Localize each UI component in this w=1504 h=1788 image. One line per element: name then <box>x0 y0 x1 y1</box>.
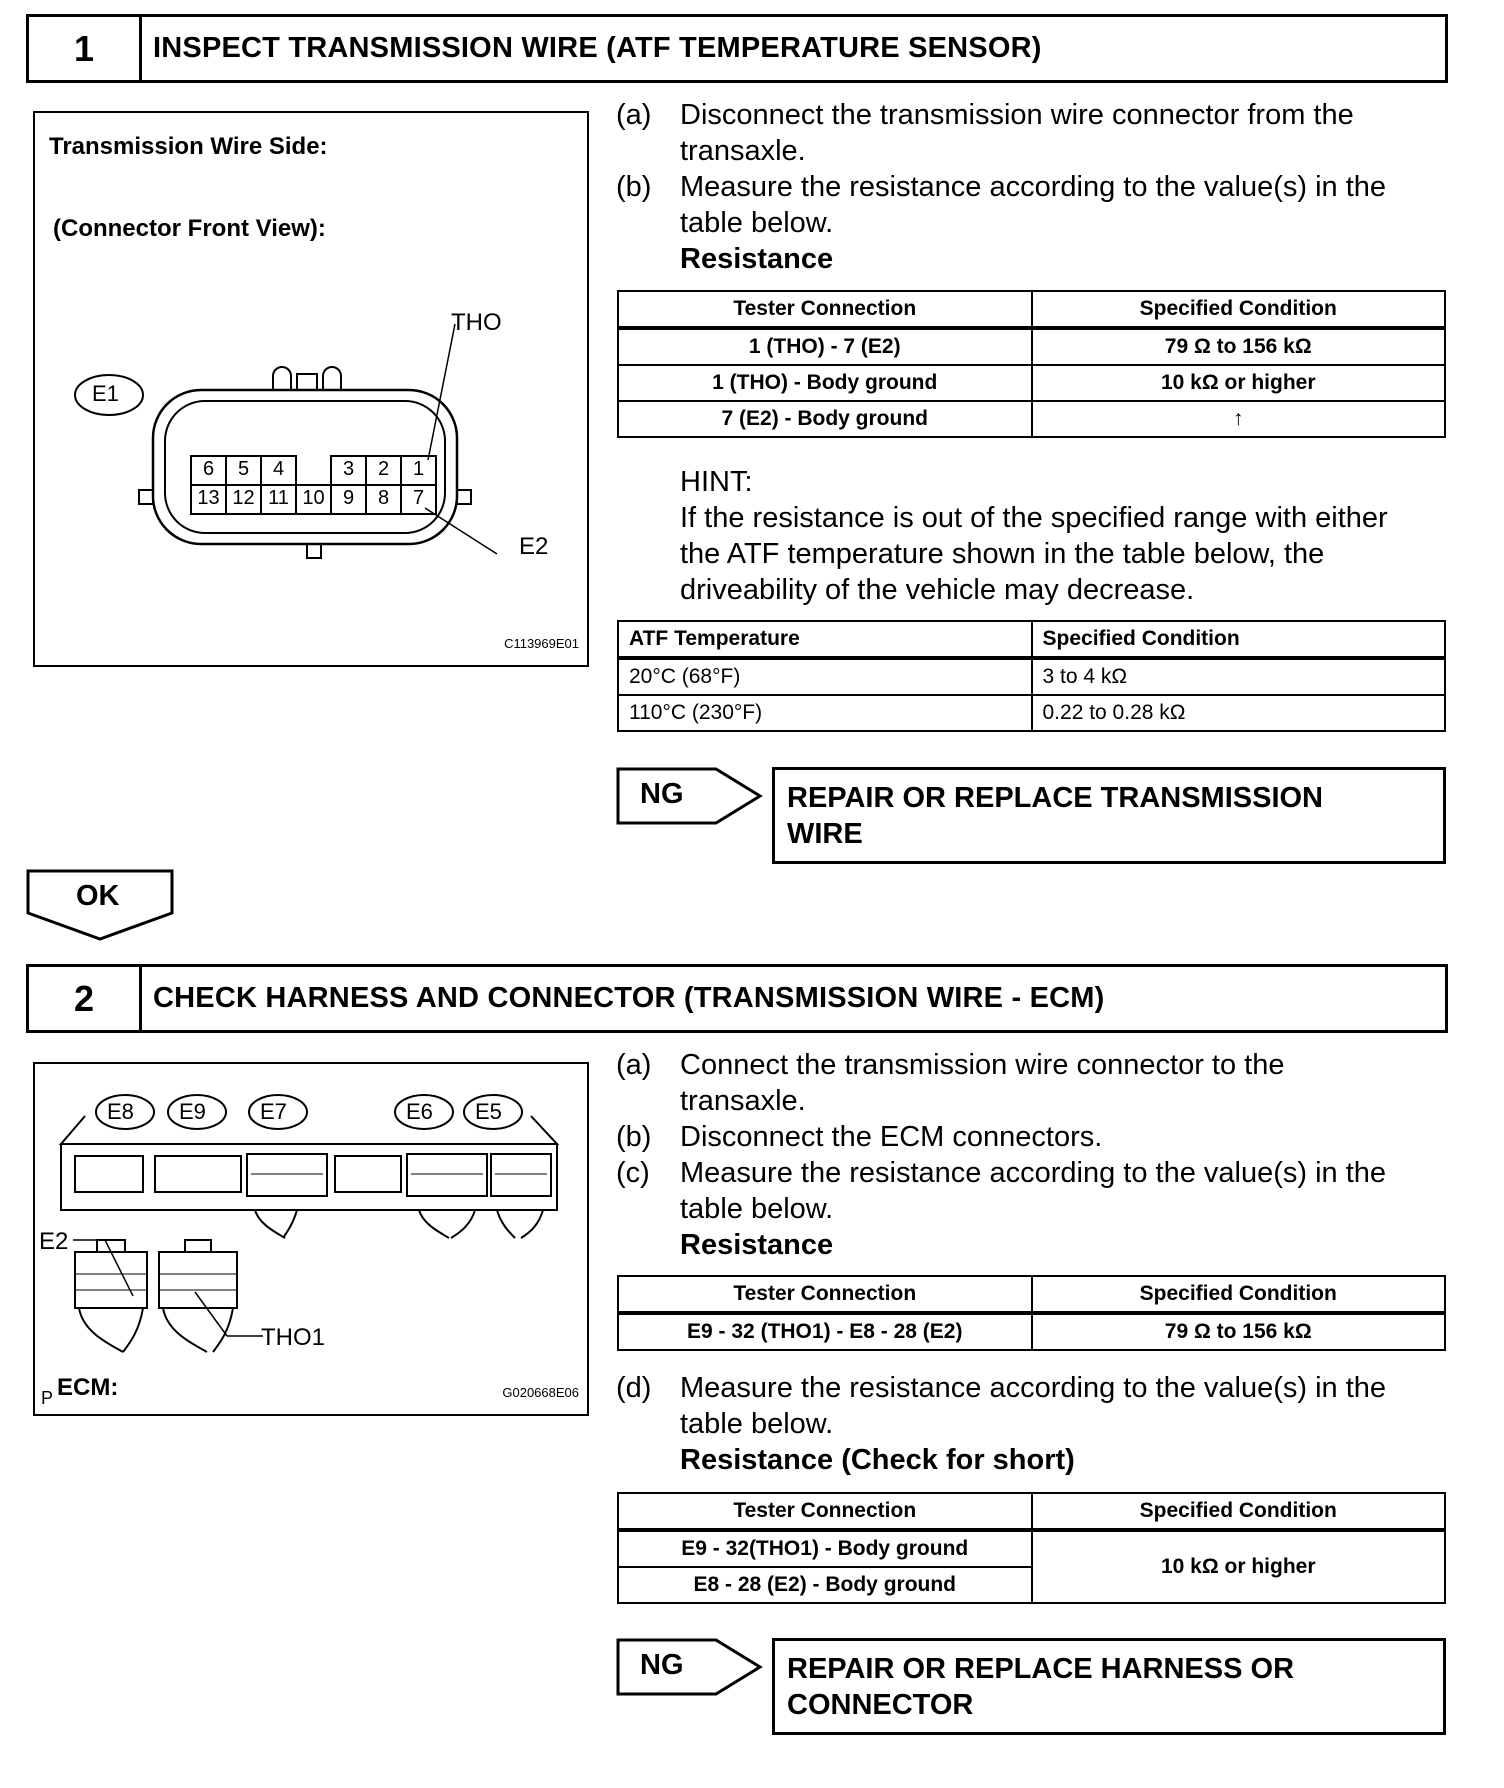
header-specified-condition: Specified Condition <box>1032 1493 1446 1530</box>
step-text: Disconnect the transmission wire connector from the <box>680 99 1354 131</box>
header-specified-condition: Specified Condition <box>1032 291 1446 328</box>
figure-label-front-view: (Connector Front View): <box>53 215 326 242</box>
pin-9: 9 <box>342 487 355 509</box>
pin-12: 12 <box>232 487 255 509</box>
table-header <box>618 1276 1445 1313</box>
figure-code: C113969E01 <box>504 636 579 651</box>
table-header <box>618 1493 1445 1530</box>
ok-label: OK <box>76 880 120 912</box>
connector-e8-label: E8 <box>107 1099 134 1124</box>
pin-1: 1 <box>412 458 425 480</box>
table-row <box>618 328 1445 365</box>
figure-code: G020668E06 <box>502 1385 579 1400</box>
resistance-label: Resistance <box>680 1229 834 1261</box>
step-text: Disconnect the ECM connectors. <box>680 1121 1103 1153</box>
repair-text: REPAIR OR REPLACE TRANSMISSION <box>787 782 1324 814</box>
table-cell: 10 kΩ or higher <box>1032 365 1446 401</box>
table-row <box>618 695 1445 731</box>
step-label: (b) <box>616 1121 652 1153</box>
step-text: transaxle. <box>680 1085 806 1117</box>
pin-13: 13 <box>197 487 220 509</box>
hint-text: the ATF temperature shown in the table below, the <box>680 538 1325 570</box>
repair-harness-connector-box <box>772 1638 1446 1735</box>
step2-instructions <box>616 1047 1446 1263</box>
step2-d-block <box>616 1370 1446 1478</box>
step-text: Measure the resistance according to the value(s) in the <box>680 1157 1387 1189</box>
ng-arrow-icon <box>616 1638 764 1696</box>
pin-5: 5 <box>237 458 250 480</box>
step-text: table below. <box>680 1408 834 1440</box>
connector-e9-label: E9 <box>179 1099 206 1124</box>
table-header <box>618 291 1445 328</box>
table-row <box>618 365 1445 401</box>
step2-b <box>616 1119 1446 1155</box>
table-cell: 79 Ω to 156 kΩ <box>1032 328 1446 365</box>
table-row <box>618 658 1445 695</box>
resistance-label: Resistance <box>680 243 834 275</box>
table-header <box>618 621 1445 658</box>
table-row <box>618 401 1445 437</box>
table-cell: 1 (THO) - 7 (E2) <box>618 328 1032 365</box>
step2-d <box>616 1370 1446 1478</box>
table-row <box>618 1313 1445 1350</box>
connector-e5-label: E5 <box>475 1099 502 1124</box>
step2-c <box>616 1155 1446 1263</box>
atf-temperature-table <box>617 620 1446 732</box>
repair-text: REPAIR OR REPLACE HARNESS OR <box>787 1653 1295 1685</box>
pin-3: 3 <box>342 458 355 480</box>
table-cell: E9 - 32(THO1) - Body ground <box>618 1530 1032 1567</box>
step-text: table below. <box>680 1193 834 1225</box>
step2-header <box>26 964 1448 1033</box>
step2-short-table <box>617 1492 1446 1604</box>
header-specified-condition: Specified Condition <box>1032 621 1446 658</box>
table-cell: 3 to 4 kΩ <box>1032 658 1446 695</box>
pin-2: 2 <box>377 458 390 480</box>
pin-4: 4 <box>272 458 285 480</box>
pin-10: 10 <box>302 487 325 509</box>
ecm-label: ECM: <box>57 1374 119 1401</box>
hint-block <box>680 464 1450 608</box>
e2-label: E2 <box>39 1228 69 1255</box>
step2-figure <box>33 1062 589 1416</box>
header-tester-connection: Tester Connection <box>618 291 1032 328</box>
table-cell: 7 (E2) - Body ground <box>618 401 1032 437</box>
connector-e6-label: E6 <box>406 1099 433 1124</box>
e2-label: E2 <box>519 533 549 560</box>
ng-arrow-icon <box>616 767 764 825</box>
hint-text: If the resistance is out of the specified range with either <box>680 502 1388 534</box>
step1-header <box>26 14 1448 83</box>
table-cell: 1 (THO) - Body ground <box>618 365 1032 401</box>
step1-title: INSPECT TRANSMISSION WIRE (ATF TEMPERATURE SENSOR) <box>153 32 1042 64</box>
header-tester-connection: Tester Connection <box>618 1276 1032 1313</box>
p-label: P <box>41 1388 54 1408</box>
step2-number: 2 <box>29 967 142 1030</box>
step-text: Connect the transmission wire connector to the <box>680 1049 1285 1081</box>
repair-text: CONNECTOR <box>787 1689 974 1721</box>
step2-resistance-table <box>617 1275 1446 1351</box>
table-cell: 20°C (68°F) <box>618 658 1032 695</box>
table-cell: 10 kΩ or higher <box>1032 1530 1446 1603</box>
step1-number: 1 <box>29 17 142 80</box>
step2-a <box>616 1047 1446 1119</box>
table-cell: 79 Ω to 156 kΩ <box>1032 1313 1446 1350</box>
tho-label: THO <box>451 309 502 336</box>
figure-label-wire-side: Transmission Wire Side: <box>49 133 328 160</box>
pin-11: 11 <box>268 487 289 509</box>
repair-text: WIRE <box>787 818 863 850</box>
hint-label: HINT: <box>680 466 753 498</box>
step1-figure <box>33 111 589 667</box>
table-cell: 0.22 to 0.28 kΩ <box>1032 695 1446 731</box>
connector-e1-label: E1 <box>92 381 119 406</box>
connector-e7-label: E7 <box>260 1099 287 1124</box>
header-atf-temperature: ATF Temperature <box>618 621 1032 658</box>
table-cell: E9 - 32 (THO1) - E8 - 28 (E2) <box>618 1313 1032 1350</box>
step-text: table below. <box>680 207 834 239</box>
header-specified-condition: Specified Condition <box>1032 1276 1446 1313</box>
step-text: Measure the resistance according to the value(s) in the <box>680 171 1387 203</box>
step1-resistance-table <box>617 290 1446 438</box>
header-tester-connection: Tester Connection <box>618 1493 1032 1530</box>
tho1-label: THO1 <box>261 1324 326 1351</box>
table-cell: 110°C (230°F) <box>618 695 1032 731</box>
pin-7: 7 <box>412 487 425 509</box>
step2-title: CHECK HARNESS AND CONNECTOR (TRANSMISSION WIRE - ECM) <box>153 982 1105 1014</box>
step1-a <box>616 97 1446 169</box>
repair-transmission-wire-box <box>772 767 1446 864</box>
pin-6: 6 <box>202 458 215 480</box>
ng-label: NG <box>640 1649 684 1681</box>
step-text: Measure the resistance according to the value(s) in the <box>680 1372 1387 1404</box>
hint-text: driveability of the vehicle may decrease. <box>680 574 1195 606</box>
step1-b <box>616 169 1446 277</box>
step-label: (a) <box>616 99 652 131</box>
step-label: (c) <box>616 1157 650 1189</box>
step1-instructions <box>616 97 1446 277</box>
step-label: (b) <box>616 171 652 203</box>
check-short-label: Resistance (Check for short) <box>680 1444 1075 1476</box>
pin-8: 8 <box>377 487 390 509</box>
table-cell: E8 - 28 (E2) - Body ground <box>618 1567 1032 1603</box>
step-label: (d) <box>616 1372 652 1404</box>
step-text: transaxle. <box>680 135 806 167</box>
table-row <box>618 1530 1445 1567</box>
table-cell: ↑ <box>1032 401 1446 437</box>
step-label: (a) <box>616 1049 652 1081</box>
ng-label: NG <box>640 778 684 810</box>
